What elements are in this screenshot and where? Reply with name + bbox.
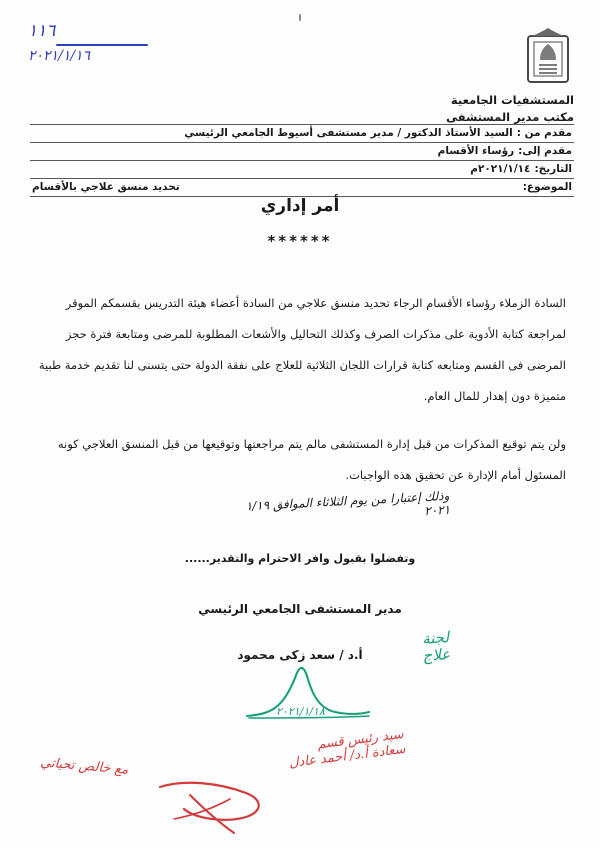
green-signature-note: لجنة علاج xyxy=(421,628,452,666)
university-logo-icon xyxy=(526,26,570,84)
green-signature-date: ٢٠٢١/١/١٨ xyxy=(276,705,325,718)
letterhead xyxy=(274,92,574,125)
green-signature-stroke-icon xyxy=(243,650,373,722)
meta-value: ٢٠٢١/١/١٤م xyxy=(470,163,531,175)
page-speck xyxy=(299,14,301,21)
document-body xyxy=(34,288,566,508)
signature-name: أ.د / سعد زكى محمود xyxy=(237,648,363,662)
letterhead-line-2: مكتب مدير المستشفى xyxy=(446,109,574,124)
margin-note-black: وذلك إعتبارا من يوم الثلاثاء الموافق ١/١٩ ٢٠٢١ xyxy=(245,488,451,518)
signature-title: مدير المستشفى الجامعي الرئيسي xyxy=(198,602,402,616)
closing-line: وتفضلوا بقبول وافر الاحترام والتقدير...... xyxy=(184,552,416,565)
page-title: أمر إداري xyxy=(260,196,340,216)
red-signature-note-2: مع خالص تحياتي xyxy=(39,755,129,778)
reference-number: ١١٦ xyxy=(28,21,56,41)
body-paragraph-2: ولن يتم توقيع المذكرات من قبل إدارة المستشفى مالم يتم مراجعتها وتوقيعها من قبل المنسق العلاجي كونه المسئول أمام الإدارة عن تحقيق هذه الواجبات. xyxy=(57,437,566,482)
letterhead-line-1: المستشفيات الجامعية xyxy=(450,93,574,107)
meta-label: التاريخ: xyxy=(534,163,572,175)
meta-row xyxy=(30,143,574,161)
red-signature-note-1: سيد رئيس قسم سعادة أ.د/ أحمد عادل xyxy=(288,726,407,771)
meta-value: السيد الأستاذ الدكتور / مدير مستشفى أسيوط الجامعي الرئيسي xyxy=(184,127,513,139)
meta-row xyxy=(30,161,574,179)
red-signature-stroke-icon xyxy=(150,775,280,837)
meta-row xyxy=(30,124,574,143)
meta-table xyxy=(30,124,574,197)
meta-label: مقدم من : xyxy=(516,127,572,139)
title-separator: ****** xyxy=(267,232,333,250)
meta-value: رؤساء الأقسام xyxy=(437,145,515,157)
meta-label: مقدم إلى: xyxy=(518,145,572,157)
body-paragraph-1: السادة الزملاء رؤساء الأقسام الرجاء تحديد منسق علاجي من السادة أعضاء هيئة التدريس بقسمكم الموقر لمراجعة كتابة الأدوية على مذكرات الصرف وكذلك التحاليل والأشعات المطلوبة للمرضى ومتابعة فترة حجز المرضى فى القسم ومتابعه كتابة قرارات اللجان الثلاثية للعلاج على نفقة الدولة حتى يتسنى لنا تقديم خدمة طبية متميزة دون إهدار للمال العام. xyxy=(38,296,566,403)
reference-date: ٢٠٢١/١/١٦ xyxy=(28,47,91,64)
reference-stamp xyxy=(28,22,148,64)
reference-underline xyxy=(56,44,148,46)
meta-row xyxy=(30,179,574,197)
meta-label-subject: الموضوع: xyxy=(522,181,572,193)
meta-value-subject: تحديد منسق علاجي بالأقسام xyxy=(32,181,180,193)
